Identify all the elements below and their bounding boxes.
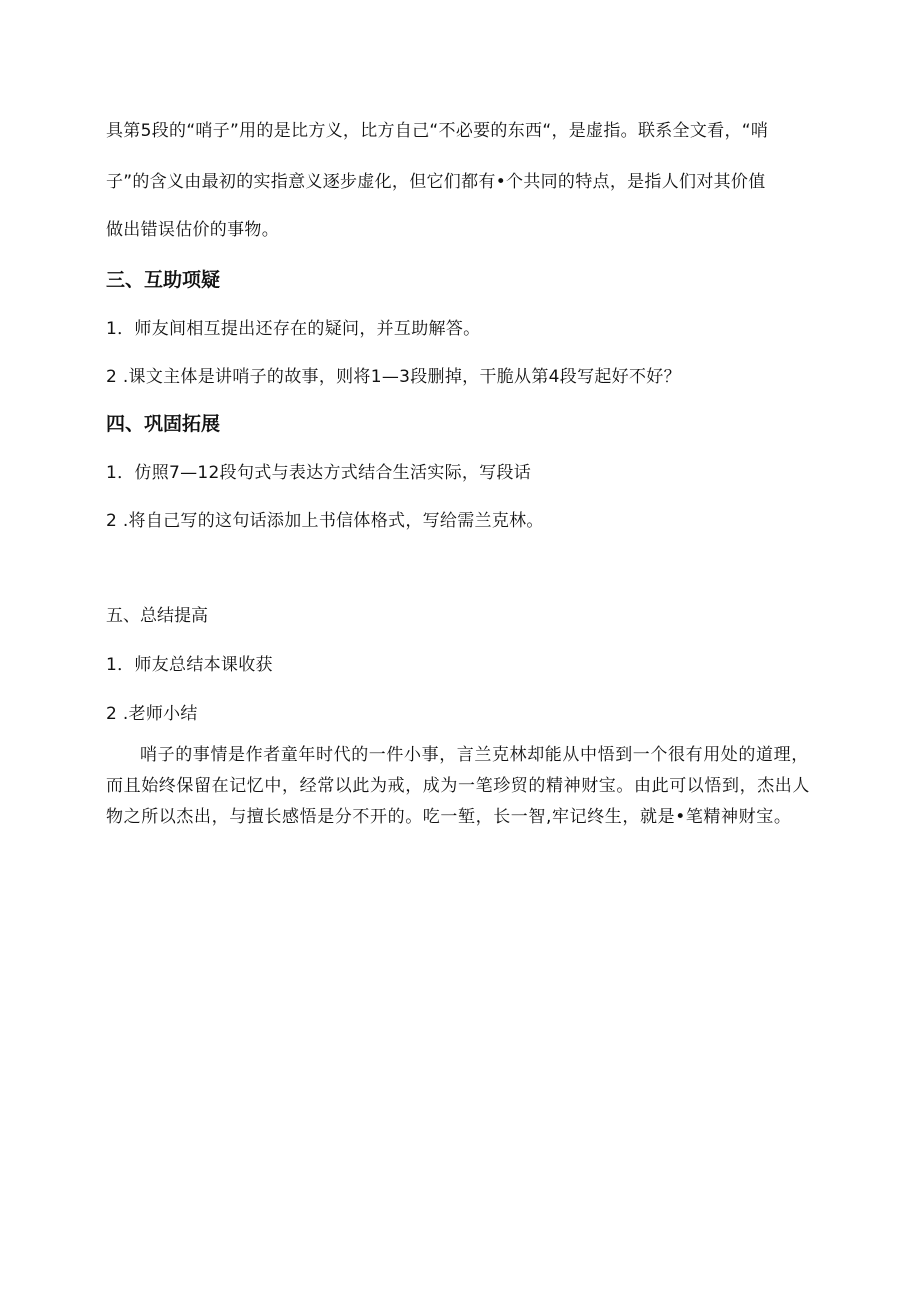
- section-5-item-1: 1．师友总结本课收获: [106, 655, 273, 675]
- section-3-item-1: 1．师友间相互提出还存在的疑问，并互助解答。: [106, 319, 481, 339]
- section-4-heading: 四、巩固拓展: [106, 413, 221, 435]
- summary-paragraph: 哨子的事情是作者童年时代的一件小事，言兰克林却能从中悟到一个很有用处的道理，而且始终保留在记忆中，经常以此为戒，成为一笔珍贸的精神财宝。由此可以悟到，杰出人物之所以杰出，与擅长感悟是分不开的。吃一堑，长一智,牢记终生，就是•笔精神财宝。: [106, 745, 810, 827]
- section-5-heading: 五、总结提高: [106, 606, 208, 626]
- section-5-item-2: 2 .老师小结: [106, 704, 198, 724]
- intro-line-3: 做出错误估价的事物。: [106, 220, 279, 240]
- section-3-item-2: 2 .课文主体是讲哨子的故事，则将1—3段删掉，干脆从第4段写起好不好？: [106, 367, 681, 387]
- section-4-item-1: 1．仿照7—12段句式与表达方式结合生活实际，写段话: [106, 463, 532, 483]
- section-4-item-2: 2 .将自己写的这句话添加上书信体格式，写给需兰克林。: [106, 511, 544, 531]
- intro-line-1: 具第5段的“哨子”用的是比方义，比方自己“不必要的东西“，是虚指。联系全文看，“哨: [106, 121, 769, 141]
- intro-line-2: 子”的含义由最初的实指意义逐步虚化，但它们都有•个共同的特点，是指人们对其价值: [106, 172, 766, 192]
- section-3-heading: 三、互助项疑: [106, 269, 221, 291]
